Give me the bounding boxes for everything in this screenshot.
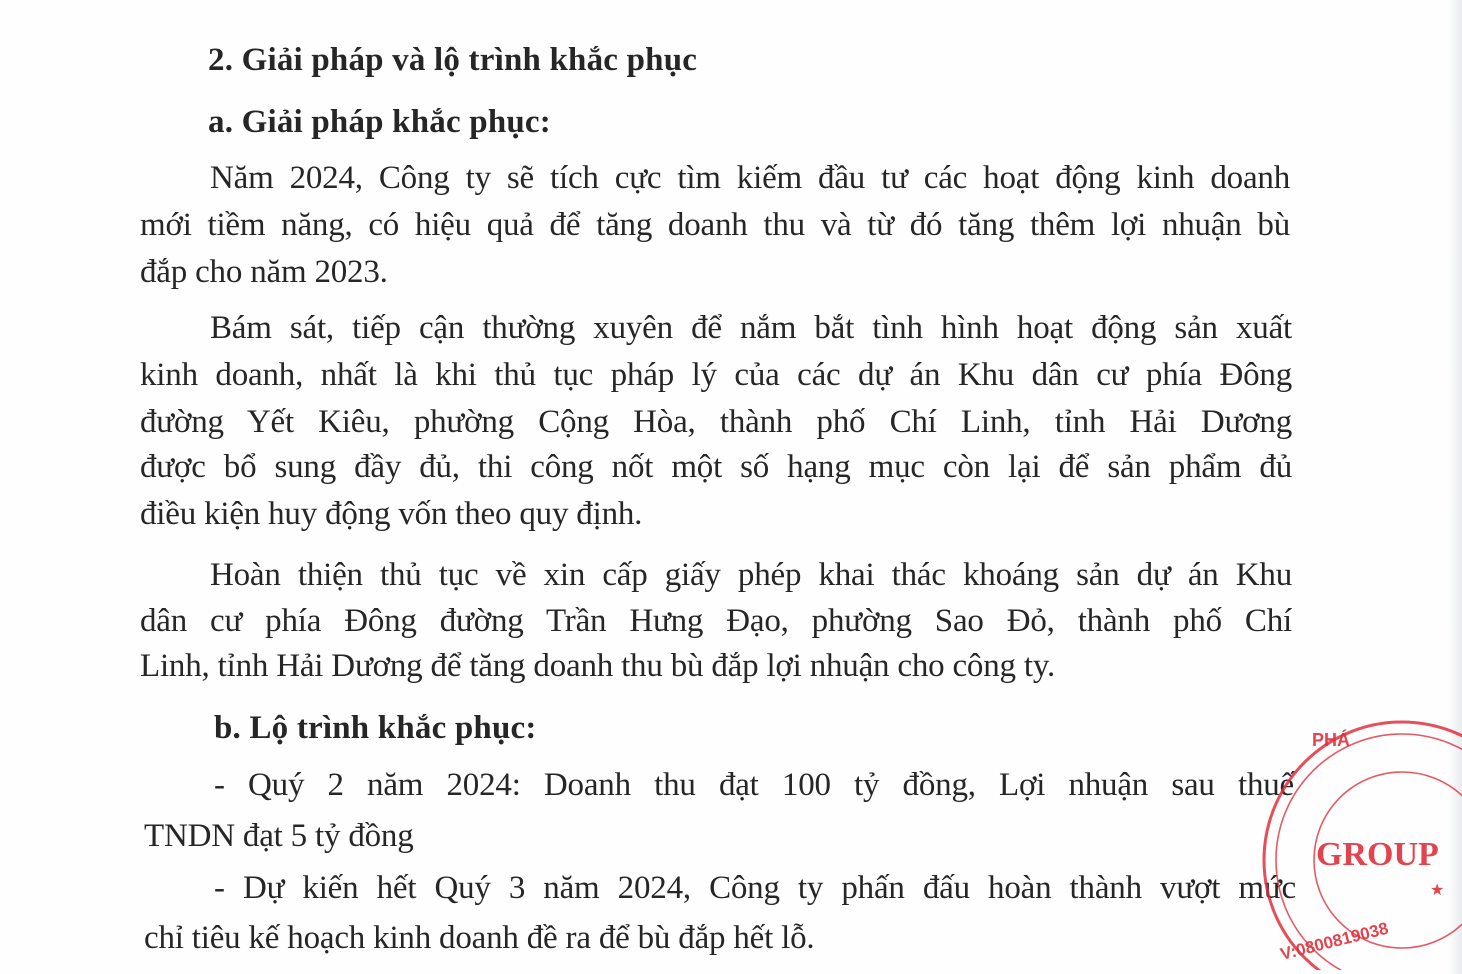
- paragraph-2-line-5: điều kiện huy động vốn theo quy định.: [140, 496, 643, 532]
- stamp-top-text: PHÁ: [1312, 730, 1351, 750]
- page-edge-shadow: [1448, 0, 1462, 974]
- paragraph-2-line-3: đường Yết Kiêu, phường Cộng Hòa, thành phố Chí Linh, tỉnh Hải Dương: [140, 404, 1292, 440]
- roadmap-item-1-line-1: - Quý 2 năm 2024: Doanh thu đạt 100 tỷ đồng, Lợi nhuận sau thuế: [214, 767, 1294, 803]
- roadmap-item-1-line-2: TNDN đạt 5 tỷ đồng: [144, 818, 414, 854]
- company-stamp-icon: [1262, 710, 1462, 970]
- roadmap-item-2-line-1: - Dự kiến hết Quý 3 năm 2024, Công ty phấn đấu hoàn thành vượt mức: [214, 870, 1296, 906]
- paragraph-2-line-4: được bổ sung đầy đủ, thi công nốt một số hạng mục còn lại để sản phẩm đủ: [140, 449, 1292, 485]
- svg-text:★: ★: [1430, 882, 1445, 899]
- paragraph-2-line-2: kinh doanh, nhất là khi thủ tục pháp lý của các dự án Khu dân cư phía Đông: [140, 357, 1292, 393]
- paragraph-3-line-2: dân cư phía Đông đường Trần Hưng Đạo, phường Sao Đỏ, thành phố Chí: [140, 603, 1292, 639]
- stamp-bottom-text: V:0800819038: [1278, 918, 1391, 964]
- subsection-a-title: a. Giải pháp khắc phục:: [208, 104, 551, 140]
- paragraph-1-line-3: đắp cho năm 2023.: [140, 254, 388, 290]
- roadmap-item-2-line-2: chỉ tiêu kế hoạch kinh doanh đề ra để bù đắp hết lỗ.: [144, 920, 815, 956]
- paragraph-3-line-1: Hoàn thiện thủ tục về xin cấp giấy phép khai thác khoáng sản dự án Khu: [210, 557, 1292, 593]
- section-title: 2. Giải pháp và lộ trình khắc phục: [208, 42, 698, 78]
- paragraph-1-line-1: Năm 2024, Công ty sẽ tích cực tìm kiếm đầu tư các hoạt động kinh doanh: [210, 160, 1290, 196]
- paragraph-3-line-3: Linh, tỉnh Hải Dương để tăng doanh thu bù đắp lợi nhuận cho công ty.: [140, 648, 1056, 684]
- paragraph-1-line-2: mới tiềm năng, có hiệu quả để tăng doanh thu và từ đó tăng thêm lợi nhuận bù: [140, 207, 1290, 243]
- paragraph-2-line-1: Bám sát, tiếp cận thường xuyên để nắm bắt tình hình hoạt động sản xuất: [210, 310, 1292, 346]
- stamp-center-text: GROUP: [1316, 836, 1439, 873]
- subsection-b-title: b. Lộ trình khắc phục:: [214, 710, 537, 746]
